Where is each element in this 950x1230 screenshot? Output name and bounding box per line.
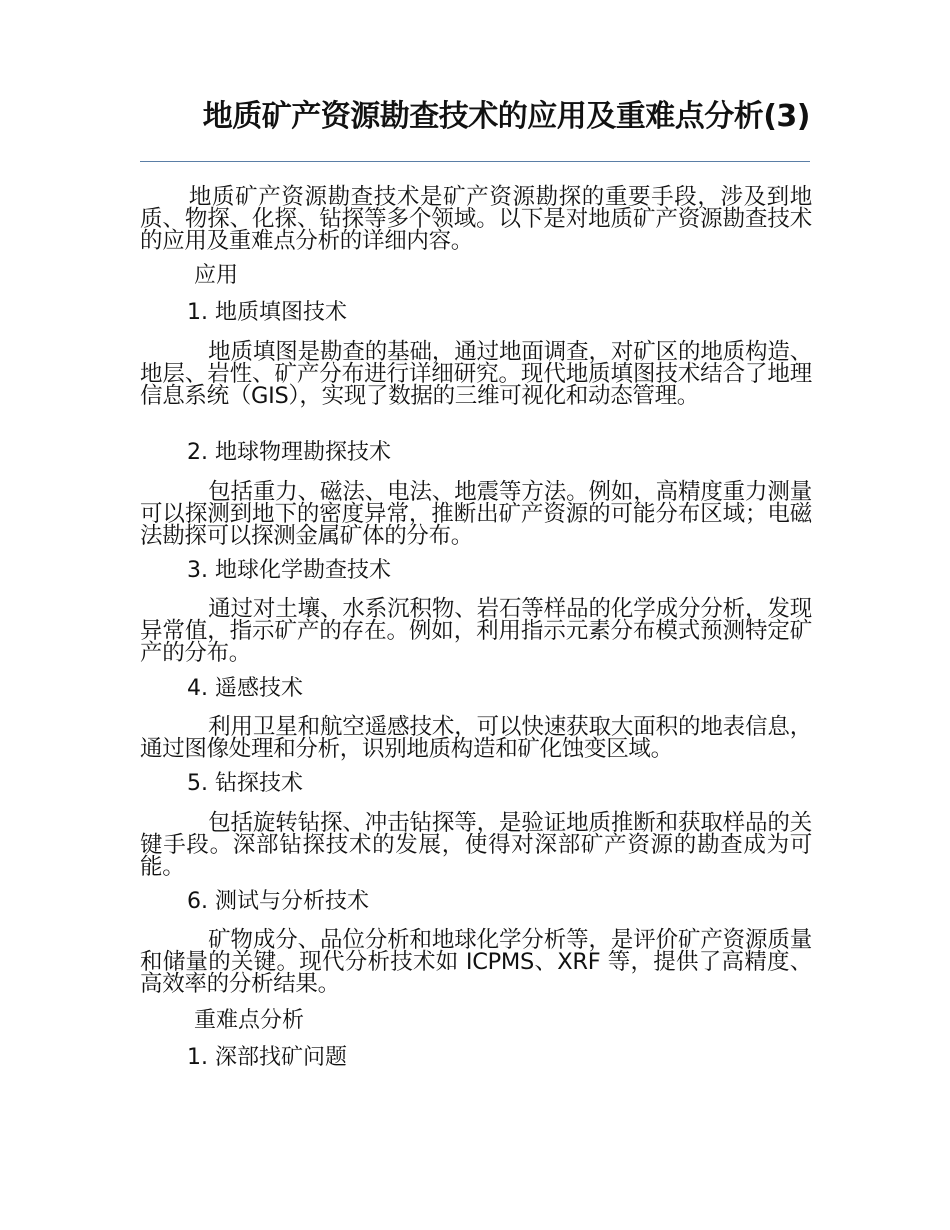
item-heading: 1. 地质填图技术 — [187, 300, 347, 325]
item-heading: 4. 遥感技术 — [187, 676, 303, 701]
section-heading-difficulties: 重难点分析 — [194, 1008, 305, 1033]
page-title: 地质矿产资源勘查技术的应用及重难点分析(3) — [202, 99, 810, 134]
title-divider — [140, 161, 810, 162]
item-heading: 3. 地球化学勘查技术 — [187, 558, 391, 583]
item-body-text: 利用卫星和航空遥感技术，可以快速获取大面积的地表信息，通过图像处理和分析，识别地质构造和矿化蚀变区域。 — [140, 714, 812, 762]
item-heading: 5. 钻探技术 — [187, 771, 303, 796]
item-body — [140, 481, 812, 547]
item-body — [140, 812, 812, 878]
intro-text: 地质矿产资源勘查技术是矿产资源勘探的重要手段，涉及到地质、物探、化探、钻探等多个领域。以下是对地质矿产资源勘查技术的应用及重难点分析的详细内容。 — [140, 184, 812, 254]
item-body-text: 通过对土壤、水系沉积物、岩石等样品的化学成分分析，发现异常值，指示矿产的存在。例如，利用指示元素分布模式预测特定矿产的分布。 — [140, 596, 812, 666]
item-body-text: 包括重力、磁法、电法、地震等方法。例如，高精度重力测量可以探测到地下的密度异常，推断出矿产资源的可能分布区域；电磁法勘探可以探测金属矿体的分布。 — [140, 479, 812, 549]
item-heading: 6. 测试与分析技术 — [187, 889, 369, 914]
item-body-text: 包括旋转钻探、冲击钻探等，是验证地质推断和获取样品的关键手段。深部钻探技术的发展，使得对深部矿产资源的勘查成为可能。 — [140, 810, 812, 880]
item-body-text: 地质填图是勘查的基础，通过地面调查，对矿区的地质构造、地层、岩性、矿产分布进行详细研究。现代地质填图技术结合了地理信息系统（GIS），实现了数据的三维可视化和动态管理。 — [140, 339, 812, 409]
item-body-text: 矿物成分、品位分析和地球化学分析等，是评价矿产资源质量和储量的关键。现代分析技术如 ICPMS、XRF 等，提供了高精度、高效率的分析结果。 — [140, 927, 812, 997]
section-heading-application: 应用 — [194, 263, 239, 288]
item-heading: 1. 深部找矿问题 — [187, 1045, 347, 1070]
item-body — [140, 929, 812, 995]
item-body — [140, 716, 812, 760]
item-heading: 2. 地球物理勘探技术 — [187, 440, 391, 465]
intro-paragraph — [140, 186, 812, 252]
item-body — [140, 341, 812, 407]
item-body — [140, 598, 812, 664]
